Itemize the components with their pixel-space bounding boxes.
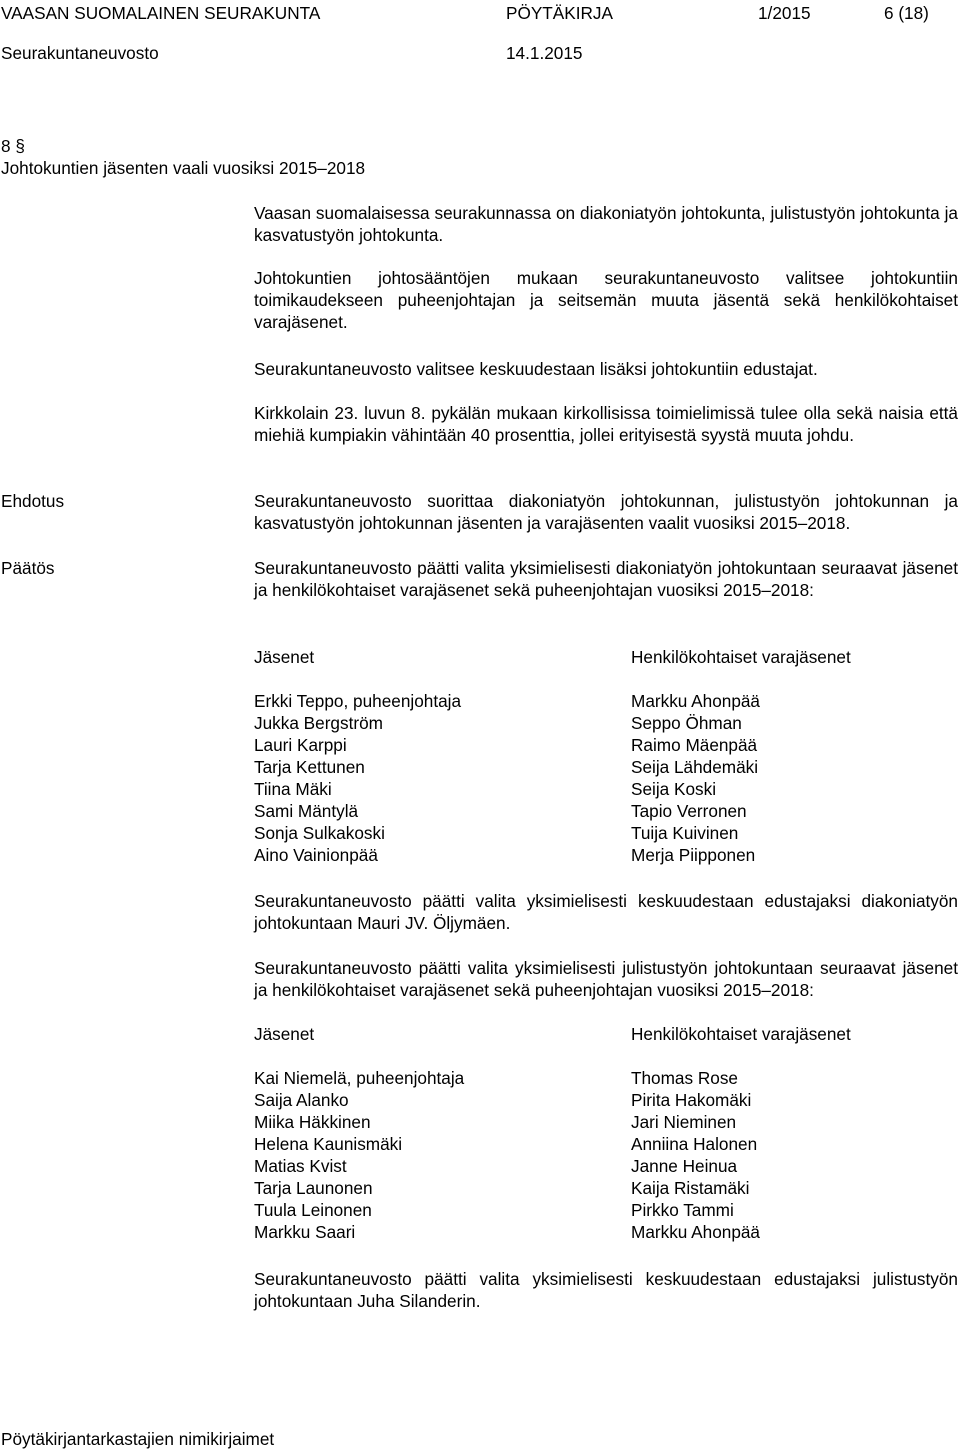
- list-item: Janne Heinua: [631, 1156, 738, 1176]
- list-item: Markku Ahonpää: [631, 691, 760, 711]
- intro-paragraph-3: Seurakuntaneuvosto valitsee keskuudestaan lisäksi johtokuntiin edustajat.: [254, 359, 818, 379]
- intro-paragraph-1: Vaasan suomalaisessa seurakunnassa on diakoniatyön johtokunta, julistustyön johtokunta ja kasvatustyön johtokunta.: [254, 203, 958, 245]
- julistus-members-header: Jäsenet: [254, 1024, 315, 1044]
- diakonia-members-list: [254, 690, 614, 866]
- list-item: Pirita Hakomäki: [631, 1090, 752, 1110]
- signatures-label: Pöytäkirjantarkastajien nimikirjaimet: [1, 1429, 275, 1449]
- document-number: 1/2015: [758, 3, 811, 23]
- list-item: Tarja Kettunen: [254, 757, 365, 777]
- list-item: Seija Lähdemäki: [631, 757, 759, 777]
- julistus-members-list: [254, 1067, 614, 1243]
- proposal-text: Seurakuntaneuvosto suorittaa diakoniatyön johtokunnan, julistustyön johtokunnan ja kasvatustyön johtokunnan jäsenten ja varajäsenten vaalit vuosiksi 2015–2018.: [254, 491, 958, 533]
- list-item: Tapio Verronen: [631, 801, 747, 821]
- list-item: Jari Nieminen: [631, 1112, 737, 1132]
- list-item: Aino Vainionpää: [254, 845, 378, 865]
- list-item: Tuula Leinonen: [254, 1200, 372, 1220]
- page-number: 6 (18): [884, 3, 929, 23]
- list-item: Tiina Mäki: [254, 779, 332, 799]
- diakonia-members-header: Jäsenet: [254, 647, 315, 667]
- diakonia-deputies-header: Henkilökohtaiset varajäsenet: [631, 647, 851, 667]
- list-item: Anniina Halonen: [631, 1134, 758, 1154]
- list-item: Jukka Bergström: [254, 713, 383, 733]
- list-item: Markku Saari: [254, 1222, 356, 1242]
- list-item: Thomas Rose: [631, 1068, 738, 1088]
- julistus-decision-text: Seurakuntaneuvosto päätti valita yksimielisesti julistustyön johtokuntaan seuraavat jäsenet ja henkilökohtaiset varajäsenet sekä puheenjohtajan vuosiksi 2015–2018:: [254, 958, 958, 1000]
- list-item: Tarja Launonen: [254, 1178, 373, 1198]
- meeting-date: 14.1.2015: [506, 43, 583, 63]
- document-type: PÖYTÄKIRJA: [506, 3, 613, 23]
- diakonia-representative-text: Seurakuntaneuvosto päätti valita yksimielisesti keskuudestaan edustajaksi diakoniatyön johtokuntaan Mauri JV. Öljymäen.: [254, 891, 958, 933]
- list-item: Matias Kvist: [254, 1156, 347, 1176]
- list-item: Pirkko Tammi: [631, 1200, 734, 1220]
- list-item: Helena Kaunismäki: [254, 1134, 403, 1154]
- proposal-label: Ehdotus: [1, 491, 65, 511]
- list-item: Sami Mäntylä: [254, 801, 359, 821]
- meeting-body: Seurakuntaneuvosto: [1, 43, 159, 63]
- list-item: Merja Piipponen: [631, 845, 756, 865]
- list-item: Sonja Sulkakoski: [254, 823, 385, 843]
- list-item: Markku Ahonpää: [631, 1222, 760, 1242]
- list-item: Saija Alanko: [254, 1090, 349, 1110]
- organization-name: VAASAN SUOMALAINEN SEURAKUNTA: [1, 3, 321, 23]
- section-number: 8 §: [1, 136, 25, 156]
- list-item: Lauri Karppi: [254, 735, 347, 755]
- list-item: Seppo Öhman: [631, 713, 742, 733]
- list-item: Kai Niemelä, puheenjohtaja: [254, 1068, 465, 1088]
- list-item: Raimo Mäenpää: [631, 735, 758, 755]
- list-item: Seija Koski: [631, 779, 717, 799]
- decision-label: Päätös: [1, 558, 55, 578]
- julistus-deputies-list: [631, 1067, 951, 1243]
- diakonia-deputies-list: [631, 690, 951, 866]
- intro-paragraph-4: Kirkkolain 23. luvun 8. pykälän mukaan kirkollisissa toimielimissä tulee olla sekä naisia että miehiä kumpiakin vähintään 40 prosenttia, jollei erityisestä syystä muuta johdu.: [254, 403, 958, 445]
- list-item: Kaija Ristamäki: [631, 1178, 750, 1198]
- section-title: Johtokuntien jäsenten vaali vuosiksi 2015–2018: [1, 158, 366, 178]
- intro-paragraph-2: Johtokuntien johtosääntöjen mukaan seurakuntaneuvosto valitsee johtokuntiin toimikaudekseen puheenjohtajan ja seitsemän muuta jäsentä sekä henkilökohtaiset varajäsenet.: [254, 268, 958, 332]
- list-item: Erkki Teppo, puheenjohtaja: [254, 691, 462, 711]
- julistus-deputies-header: Henkilökohtaiset varajäsenet: [631, 1024, 851, 1044]
- list-item: Tuija Kuivinen: [631, 823, 739, 843]
- diakonia-decision-text: Seurakuntaneuvosto päätti valita yksimielisesti diakoniatyön johtokuntaan seuraavat jäsenet ja henkilökohtaiset varajäsenet sekä puheenjohtajan vuosiksi 2015–2018:: [254, 558, 958, 600]
- list-item: Miika Häkkinen: [254, 1112, 371, 1132]
- julistus-representative-text: Seurakuntaneuvosto päätti valita yksimielisesti keskuudestaan edustajaksi julistustyön johtokuntaan Juha Silanderin.: [254, 1269, 958, 1311]
